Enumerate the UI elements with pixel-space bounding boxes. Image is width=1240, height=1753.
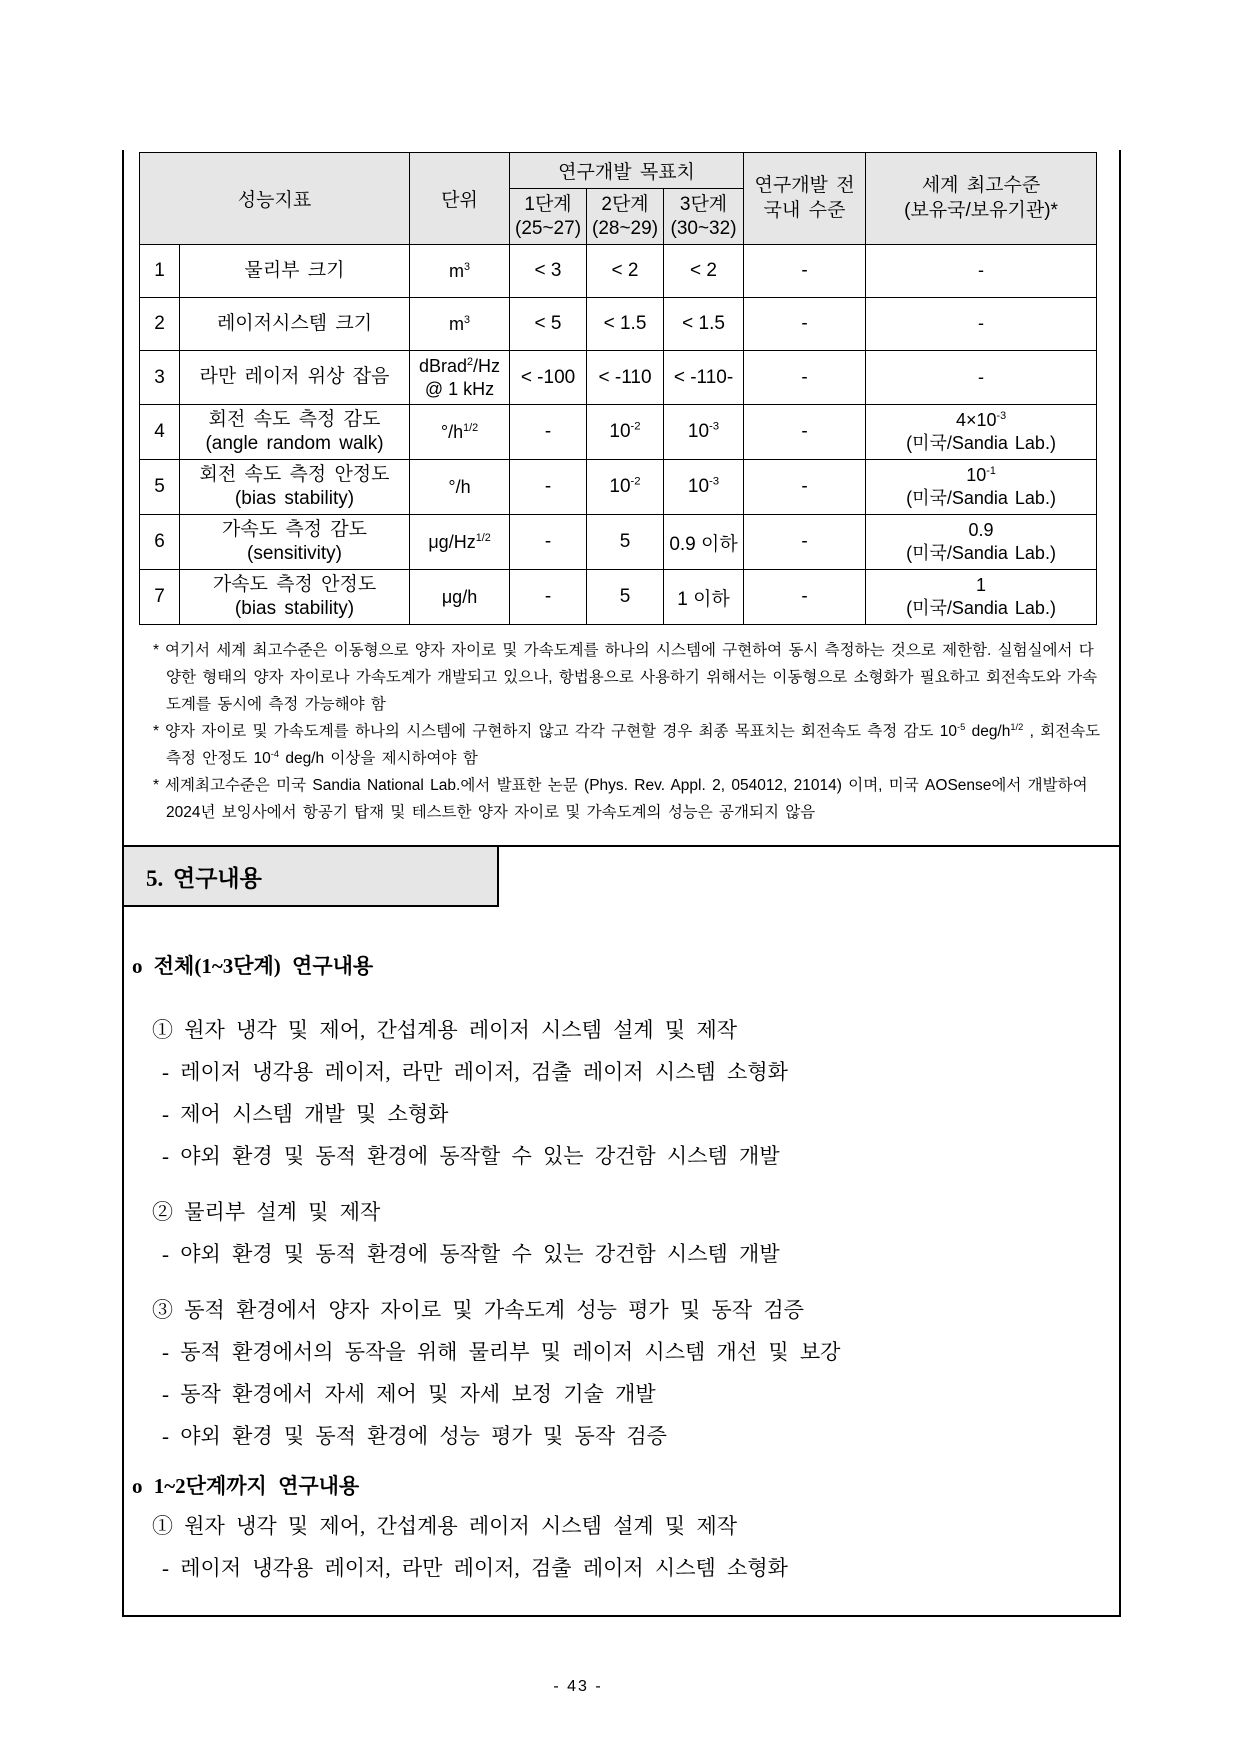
col-header-domestic	[744, 153, 866, 245]
row-number: 3	[140, 351, 180, 405]
col-header-target: 연구개발 목표치	[510, 153, 744, 189]
footnote	[144, 638, 1103, 719]
indicator-name: 회전 속도 측정 안정도 (bias stability)	[180, 460, 410, 515]
stage2-target: < -110	[587, 351, 664, 405]
domestic-level: -	[744, 515, 866, 570]
research-subitem: - 야외 환경 및 동적 환경에 동작할 수 있는 강건함 시스템 개발	[162, 1242, 780, 1266]
performance-section	[124, 152, 1119, 847]
world-best-level: -	[866, 245, 1097, 298]
indicator-unit: $\mu g/Hz^{1/2}$	[410, 515, 510, 570]
table-row	[140, 298, 1097, 351]
document-frame	[122, 150, 1121, 1617]
stage3-period: (30~32)	[670, 217, 737, 239]
performance-table	[139, 152, 1097, 625]
research-item: ② 물리부 설계 및 제작	[152, 1200, 381, 1224]
research-content	[124, 907, 1119, 1583]
indicator-unit: $^\circ/h^{1/2}$	[410, 405, 510, 460]
col-header-stage1	[510, 189, 587, 245]
indicator-unit: μg/h	[410, 570, 510, 625]
domestic-level: -	[744, 351, 866, 405]
stage1-target: < 5	[510, 298, 587, 351]
table-row	[140, 351, 1097, 405]
indicator-unit: $m^3$	[410, 298, 510, 351]
research-item: ① 원자 냉각 및 제어, 간섭계용 레이저 시스템 설계 및 제작	[152, 1018, 738, 1042]
row-number: 5	[140, 460, 180, 515]
page-number: - 43 -	[553, 1678, 603, 1695]
footnote-marker: *	[153, 722, 160, 740]
table-row	[140, 245, 1097, 298]
table-footnotes	[144, 638, 1103, 827]
world-best-level: -	[866, 298, 1097, 351]
footnote-text: 양자 자이로 및 가속도계를 하나의 시스템에 구현하지 않고 각각 구현할 경우 최종 목표치는 회전속도 측정 감도 $10^{-5}$ deg/$h^{1/2}$ , 회전속도 측정 안정도 $10^{-4}$ deg/h 이상을 제시하여야 함	[165, 721, 1101, 767]
col-header-indicator: 성능지표	[140, 153, 410, 245]
stage2-period: (28~29)	[592, 217, 659, 239]
world-header-line2: (보유국/보유기관)*	[904, 199, 1058, 221]
stage3-target: $10^{-3}$	[664, 460, 744, 515]
research-subitem: - 동작 환경에서 자세 제어 및 자세 보정 기술 개발	[162, 1382, 656, 1406]
stage3-label: 3단계	[679, 194, 728, 216]
table-row	[140, 460, 1097, 515]
table-row	[140, 515, 1097, 570]
domestic-header-line1: 연구개발 전	[754, 174, 855, 196]
section-5-heading	[122, 845, 499, 907]
stage1-target: < -100	[510, 351, 587, 405]
research-subitem: - 야외 환경 및 동적 환경에 동작할 수 있는 강건함 시스템 개발	[162, 1144, 780, 1168]
stage2-target: 5	[587, 570, 664, 625]
stage3-target: < 2	[664, 245, 744, 298]
table-row	[140, 570, 1097, 625]
stage3-target: < 1.5	[664, 298, 744, 351]
block2-title: o 1~2단계까지 연구내용	[132, 1474, 360, 1498]
indicator-name: 가속도 측정 감도 (sensitivity)	[180, 515, 410, 570]
stage3-target: < -110-	[664, 351, 744, 405]
stage3-target: 1 이하	[664, 570, 744, 625]
domestic-level: -	[744, 570, 866, 625]
domestic-level: -	[744, 405, 866, 460]
row-number: 6	[140, 515, 180, 570]
research-subitem: - 제어 시스템 개발 및 소형화	[162, 1102, 449, 1126]
stage3-target: 0.9 이하	[664, 515, 744, 570]
stage2-target: $10^{-2}$	[587, 405, 664, 460]
indicator-name: 라만 레이저 위상 잡음	[180, 351, 410, 405]
domestic-level: -	[744, 245, 866, 298]
footnote-text: 여기서 세계 최고수준은 이동형으로 양자 자이로 및 가속도계를 하나의 시스템에 구현하여 동시 측정하는 것으로 제한함. 실험실에서 다양한 형태의 양자 자이로나 가속도계가 개발되고 있으나, 항법용으로 사용하기 위해서는 이동형으로 소형화가 필요하고 회전속도와 가속도계를 동시에 측정 가능해야 함	[165, 642, 1098, 713]
stage1-label: 1단계	[524, 194, 572, 216]
row-number: 7	[140, 570, 180, 625]
col-header-world	[866, 153, 1097, 245]
research-subitem: - 레이저 냉각용 레이저, 라만 레이저, 검출 레이저 시스템 소형화	[162, 1556, 788, 1580]
research-item: ① 원자 냉각 및 제어, 간섭계용 레이저 시스템 설계 및 제작	[152, 1514, 738, 1538]
section-5-heading-label: 5. 연구내용	[146, 865, 262, 891]
indicator-name: 회전 속도 측정 감도 (angle random walk)	[180, 405, 410, 460]
indicator-unit: dBrad$^2$/Hz @ 1 kHz	[410, 351, 510, 405]
research-subitem: - 야외 환경 및 동적 환경에 성능 평가 및 동작 검증	[162, 1424, 667, 1448]
world-header-line1: 세계 최고수준	[921, 174, 1041, 196]
table-row	[140, 405, 1097, 460]
world-best-level: 0.9 (미국/Sandia Lab.)	[866, 515, 1097, 570]
domestic-level: -	[744, 460, 866, 515]
stage1-target: < 3	[510, 245, 587, 298]
stage1-target: -	[510, 460, 587, 515]
world-best-level: $10^{-1}$ (미국/Sandia Lab.)	[866, 460, 1097, 515]
stage2-target: $10^{-2}$	[587, 460, 664, 515]
stage3-target: $10^{-3}$	[664, 405, 744, 460]
domestic-level: -	[744, 298, 866, 351]
stage2-target: < 2	[587, 245, 664, 298]
indicator-name: 가속도 측정 안정도 (bias stability)	[180, 570, 410, 625]
research-subitem: - 동적 환경에서의 동작을 위해 물리부 및 레이저 시스템 개선 및 보강	[162, 1340, 841, 1364]
world-best-level: -	[866, 351, 1097, 405]
table-header-row-1	[140, 153, 1097, 189]
stage2-target: < 1.5	[587, 298, 664, 351]
indicator-unit: $m^3$	[410, 245, 510, 298]
stage2-target: 5	[587, 515, 664, 570]
stage2-label: 2단계	[601, 194, 649, 216]
footnote-marker: *	[153, 642, 160, 659]
indicator-name: 레이저시스템 크기	[180, 298, 410, 351]
domestic-header-line2: 국내 수준	[763, 199, 846, 221]
research-item: ③ 동적 환경에서 양자 자이로 및 가속도계 성능 평가 및 동작 검증	[152, 1298, 804, 1322]
stage1-period: (25~27)	[515, 217, 582, 239]
indicator-name: 물리부 크기	[180, 245, 410, 298]
col-header-stage2	[587, 189, 664, 245]
stage1-target: -	[510, 405, 587, 460]
research-subitem: - 레이저 냉각용 레이저, 라만 레이저, 검출 레이저 시스템 소형화	[162, 1060, 788, 1084]
block1-title: o 전체(1~3단계) 연구내용	[132, 954, 374, 978]
stage1-target: -	[510, 515, 587, 570]
world-best-level: $4\times 10^{-3}$ (미국/Sandia Lab.)	[866, 405, 1097, 460]
col-header-stage3	[664, 189, 744, 245]
row-number: 1	[140, 245, 180, 298]
world-best-level: 1 (미국/Sandia Lab.)	[866, 570, 1097, 625]
row-number: 2	[140, 298, 180, 351]
indicator-unit: °/h	[410, 460, 510, 515]
col-header-unit: 단위	[410, 153, 510, 245]
row-number: 4	[140, 405, 180, 460]
footnote	[144, 719, 1103, 773]
footnote-text: 세계최고수준은 미국 Sandia National Lab.에서 발표한 논문 (Phys. Rev. Appl. 2, 054012, 21014) 이며, 미국 AOSense에서 개발하여 2024년 보잉사에서 항공기 탑재 및 테스트한 양자 자이로 및 가속도계의 성능은 공개되지 않음	[165, 776, 1088, 821]
footnote-marker: *	[153, 776, 160, 794]
stage1-target: -	[510, 570, 587, 625]
footnote	[144, 773, 1103, 827]
